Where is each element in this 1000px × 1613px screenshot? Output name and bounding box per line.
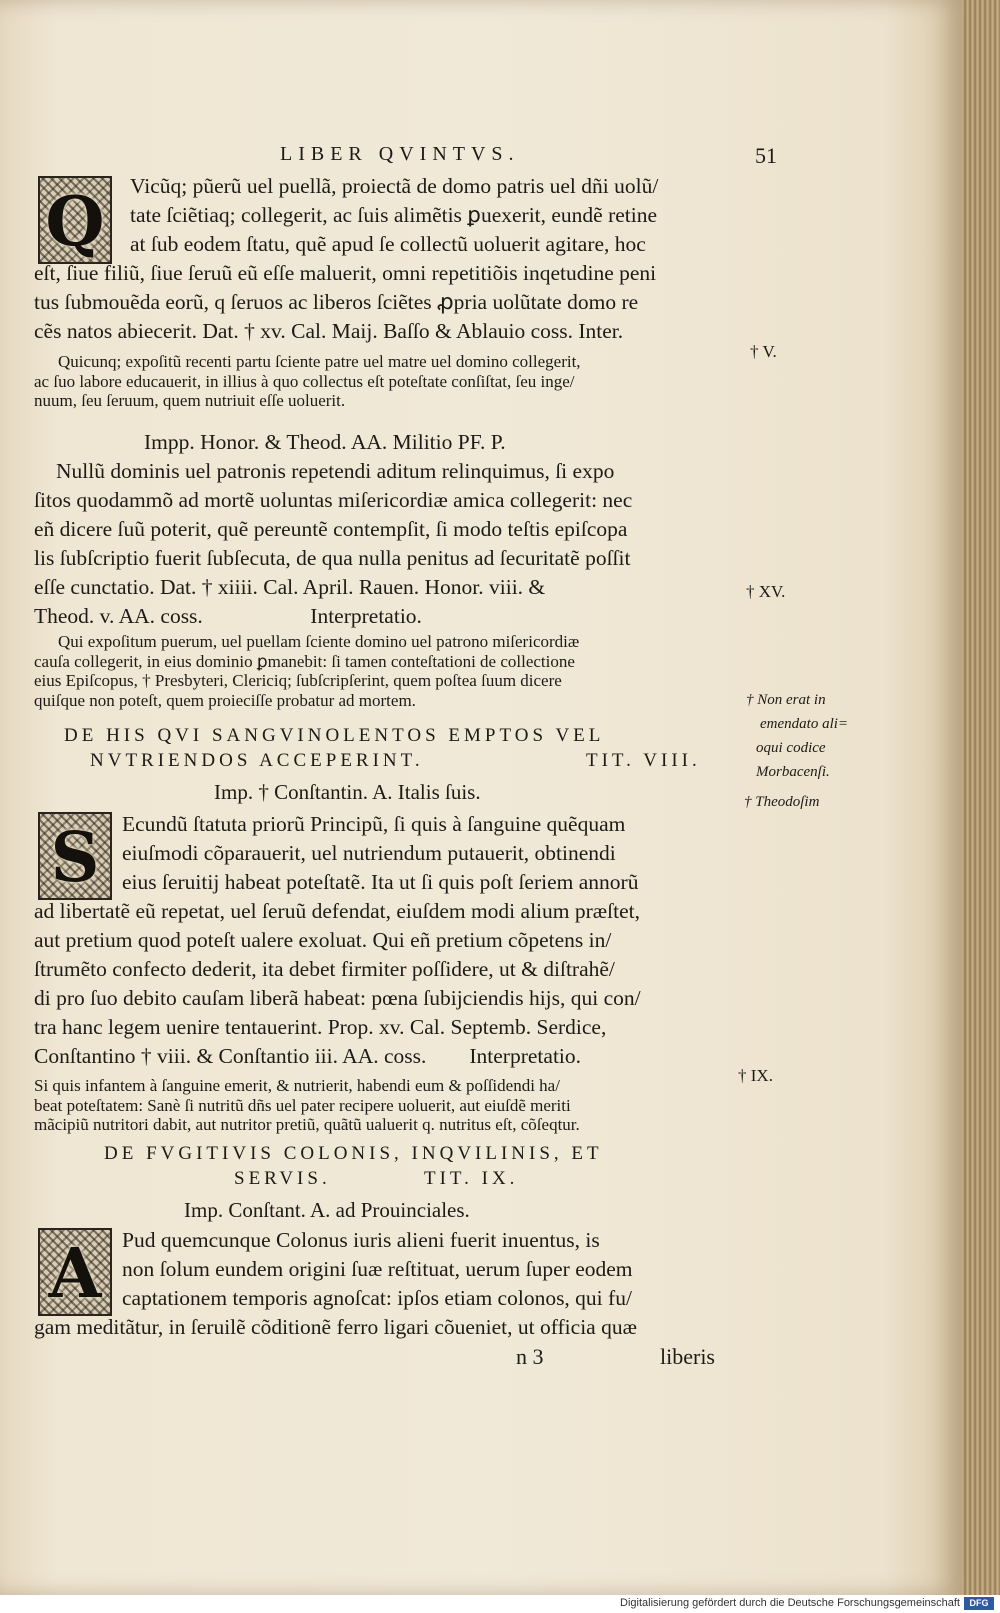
text-line: tate ſciẽtiaq; collegerit, ac ſuis alimẽtis ꝑuexerit, eundẽ retine (130, 203, 658, 227)
margin-note: † V. (750, 342, 777, 361)
text-line: Nullũ dominis uel patronis repetendi aditum relinquimus, ſi expo (56, 459, 615, 483)
title-number: TIT. VIII. (586, 750, 701, 771)
book-fore-edge (962, 0, 1000, 1595)
text-line: aut pretium quod poteſt ualere exoluat. Qui eñ pretium cõpetens in/ (34, 928, 612, 952)
constitution-heading: Impp. Honor. & Theod. AA. Militio PF. P. (144, 430, 506, 454)
section1-interpretation (34, 352, 746, 411)
text-line: eſt, ſiue filiũ, ſiue ſeruũ eũ eſſe maluerit, omni repetitiõis inqetudine peni (34, 261, 657, 285)
title-viii (34, 722, 746, 806)
title-ix (34, 1140, 746, 1224)
text-line: ſitos quodammõ ad mortẽ uoluntas miſericordiæ amica collegerit: nec (34, 488, 633, 512)
page-footer (34, 1344, 746, 1374)
text-line: tus ſubmouẽda eorũ, q ſeruos ac liberos ſciẽtes ꝓpria uolũtate domo re (34, 290, 639, 314)
margin-note-variant (746, 688, 848, 784)
margin-note: † Theodoſim (744, 794, 820, 810)
section2-interpretation (34, 632, 746, 710)
page-number: 51 (755, 143, 777, 168)
text-line: nuum, ſeu ſeruum, quem nutriuit eſſe uoluerit. (34, 391, 346, 410)
text-line: non ſolum eundem origini ſuæ reſtituat, uerum ſuper eodem (122, 1257, 633, 1281)
text-line: ad libertatẽ eũ repetat, uel ſeruũ defendat, eiuſdem modi alium præſtet, (34, 899, 640, 923)
digitization-credit: Digitalisierung gefördert durch die Deutsche Forschungsgemeinschaft (620, 1597, 960, 1609)
text-line: mãcipiũ nutritori dabit, aut nutritor pretiũ, quãtũ ualuerit q. nutritus eſt, cõſeqtur. (34, 1115, 580, 1134)
text-line: Quicunq; expoſitũ recenti partu ſciente patre uel matre uel domino collegerit, (58, 352, 581, 371)
section1-text (34, 172, 746, 346)
text-line: eiuſmodi cõparauerit, uel nutriendum putauerit, obtinendi (122, 841, 616, 865)
decorated-initial-s: S (38, 812, 112, 900)
margin-note: † IX. (738, 1066, 773, 1085)
text-line: eſſe cunctatio. Dat. † xiiii. Cal. April. Rauen. Honor. viii. & (34, 575, 546, 599)
section3-interpretation (34, 1076, 746, 1135)
decorated-initial-a: A (38, 1228, 112, 1316)
text-line: cauſa collegerit, in eius dominio ꝑmanebit: ſi tamen conteſtationi de collectione (34, 651, 575, 671)
text-line: lis ſubſcriptio fuerit ſubſecuta, de qua nulla penitus ad ſecuritatẽ poſſit (34, 546, 631, 570)
dfg-logo: DFG (964, 1597, 994, 1610)
section4-text (34, 1226, 746, 1342)
decorated-initial-q: Q (38, 176, 112, 264)
margin-note-line: Morbacenſi. (756, 764, 830, 780)
margin-note-line: emendato ali= (760, 716, 849, 732)
text-line: di pro ſuo debito cauſam liberã habeat: pœna ſubijciendis hijs, qui con/ (34, 986, 641, 1010)
section3-text (34, 810, 746, 1071)
text-line: gam meditãtur, in ſeruilẽ cõditionẽ ferro ligari cõueniet, ut officia quæ (34, 1315, 637, 1339)
text-line: eñ dicere ſuũ poterit, quẽ pereuntẽ contempſit, ſi modo teſtis epiſcopa (34, 517, 628, 541)
margin-note-line: oqui codice (756, 740, 826, 756)
margin-note-line: † Non erat in (746, 692, 826, 708)
text-line: Si quis infantem à ſanguine emerit, & nutrierit, habendi eum & poſſidendi ha/ (34, 1076, 560, 1095)
text-line: Vicũq; pũerũ uel puellã, proiectã de domo patris uel dñi uolũ/ (130, 174, 659, 198)
text-line: Theod. v. AA. coss. Interpretatio. (34, 604, 422, 628)
text-line: beat poteſtatem: Sanè ſi nutritũ dñs uel pater recipere uoluerit, aut eiuſdẽ meriti (34, 1095, 571, 1115)
text-line: Ecundũ ſtatuta priorũ Principũ, ſi quis à ſanguine quẽquam (122, 812, 626, 836)
text-line: Pud quemcunque Colonus iuris alieni fuerit inuentus, is (122, 1228, 600, 1252)
text-line: eius ſeruitij habeat poteſtatẽ. Ita ut ſi quis poſt ſeriem annorũ (122, 870, 639, 894)
text-line: tra hanc legem uenire tentauerint. Prop. xv. Cal. Septemb. Serdice, (34, 1015, 607, 1039)
margin-note: † XV. (746, 582, 786, 601)
text-line: ſtrumẽto confecto dederit, ita debet firmiter poſſidere, ut & diſtrahẽ/ (34, 957, 615, 981)
title-number: TIT. IX. (424, 1168, 519, 1189)
constitution-heading: Imp. Conſtant. A. ad Prouinciales. (184, 1198, 470, 1222)
title-line: DE FVGITIVIS COLONIS, INQVILINIS, ET (104, 1143, 603, 1164)
constitution-heading: Imp. † Conſtantin. A. Italis ſuis. (214, 780, 481, 804)
text-line: ac ſuo labore educauerit, in illius à quo collectus eſt poteſtate conſiſtat, ſeu inge/ (34, 371, 575, 391)
text-line: at ſub eodem ſtatu, quẽ apud ſe collectũ uoluerit agitare, hoc (130, 232, 646, 256)
page-header (0, 143, 962, 173)
text-line: captationem temporis agnoſcat: ipſos etiam colonos, qui fu/ (122, 1286, 632, 1310)
text-line: Qui expoſitum puerum, uel puellam ſciente domino uel patrono miſericordiæ (58, 632, 580, 651)
section2 (34, 428, 746, 631)
text-line: Conſtantino † viii. & Conſtantio iii. AA. coss. Interpretatio. (34, 1044, 582, 1068)
text-line: eius Epiſcopus, † Presbyteri, Clericiq; ſubſcripſerint, quem poſtea ſuum dicere (34, 671, 562, 690)
text-line: quiſque non poteſt, quem proieciſſe probatur ad mortem. (34, 690, 416, 710)
catchword: liberis (660, 1344, 715, 1369)
digitization-credit-bar (0, 1595, 1000, 1613)
text-line: cẽs natos abiecerit. Dat. † xv. Cal. Maij. Baſſo & Ablauio coss. Inter. (34, 319, 624, 343)
title-line: NVTRIENDOS ACCEPERINT. (90, 750, 424, 771)
running-head: LIBER QVINTVS. (280, 143, 520, 165)
title-line: DE HIS QVI SANGVINOLENTOS EMPTOS VEL (64, 725, 605, 746)
signature-mark: n 3 (516, 1344, 544, 1369)
title-line: SERVIS. (234, 1168, 331, 1189)
